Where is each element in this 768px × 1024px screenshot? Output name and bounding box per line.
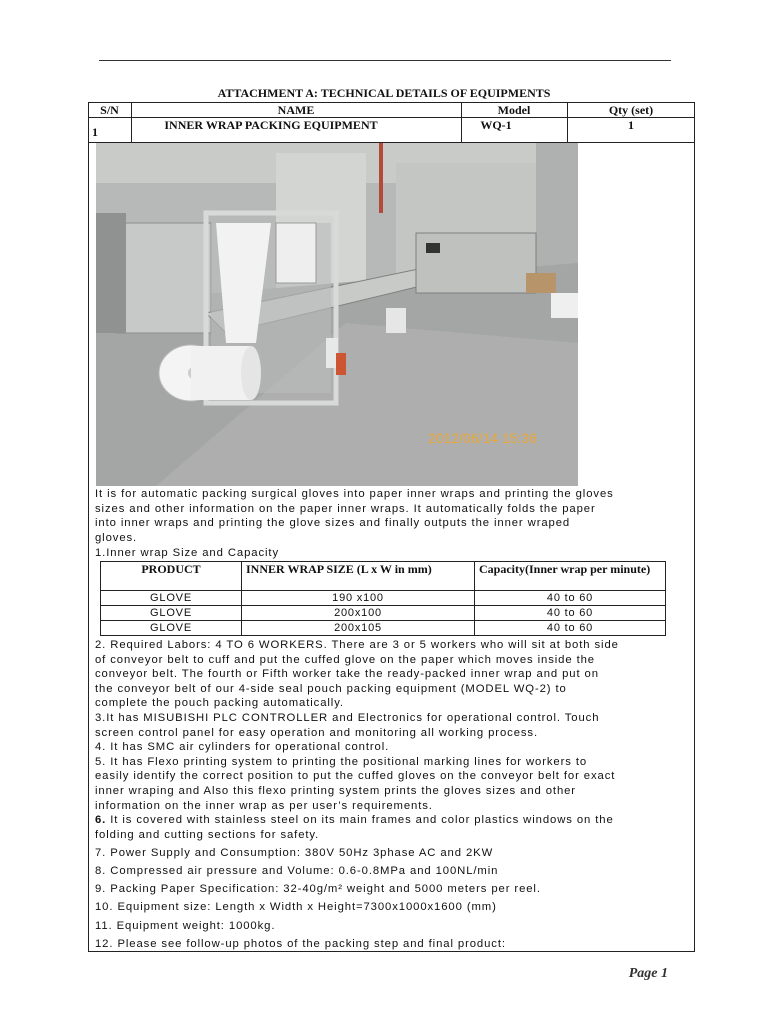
product-cell: GLOVE [101, 591, 242, 606]
intro-line: It is for automatic packing surgical gloves into paper inner wraps and printing the gloves [95, 488, 614, 500]
capacity-cell: 40 to 60 [475, 621, 666, 636]
section-2-line: conveyor belt. The fourth or Fifth worker take the ready-packed inner wrap and put on [95, 668, 599, 681]
size-cell: 200x100 [242, 606, 475, 621]
size-cell: 190 x100 [242, 591, 475, 606]
section-6-line [95, 813, 695, 828]
section-5-line: 5. It has Flexo printing system to printing the positional marking lines for workers to [95, 755, 588, 768]
section-5-line: easily identify the correct position to put the cuffed gloves on the conveyor belt for exact [95, 770, 616, 783]
equipment-table-header [88, 102, 695, 142]
section-5-line: information on the inner wrap as per user’s requirements. [95, 799, 433, 812]
section-6-text: It is covered with stainless steel on its main frames and color plastics windows on the [106, 814, 614, 827]
intro-line: sizes and other information on the paper inner wraps. It automatically folds the paper [95, 502, 596, 515]
section-6-line: folding and cutting sections for safety. [95, 828, 320, 841]
section-3-line: 3.It has MISUBISHI PLC CONTROLLER and Electronics for operational control. Touch [95, 711, 600, 724]
section-2-line: complete the pouch packing automatically. [95, 697, 344, 710]
section-2-line: of conveyor belt to cuff and put the cuffed glove on the paper which moves inside the [95, 653, 595, 666]
document-title: ATTACHMENT A: TECHNICAL DETAILS OF EQUIPMENTS [217, 86, 551, 100]
header-rule [99, 60, 671, 61]
section-9: 9. Packing Paper Specification: 32-40g/m² weight and 5000 meters per reel. [95, 883, 541, 895]
section-2-line: 2. Required Labors: 4 TO 6 WORKERS. There are 3 or 5 workers who will sit at both side [95, 639, 619, 651]
intro-paragraph [95, 487, 695, 545]
table-row [101, 621, 666, 636]
item-sn: 1 [92, 125, 98, 139]
name-header: NAME [277, 103, 315, 117]
section-4-line: 4. It has SMC air cylinders for operational control. [95, 741, 390, 754]
item-model: WQ-1 [480, 118, 512, 132]
size-cell: 200x105 [242, 621, 475, 636]
section-2 [95, 638, 695, 842]
section-8: 8. Compressed air pressure and Volume: 0.6-0.8MPa and 100NL/min [95, 865, 499, 877]
photo-timestamp: 2012/06/14 15:36 [428, 430, 537, 446]
equipment-photo [96, 143, 578, 486]
section-2-line: the conveyor belt of our 4-side seal pouch packing equipment (MODEL WQ-2) to [95, 682, 567, 695]
capacity-cell: 40 to 60 [475, 591, 666, 606]
wrap-size-header: INNER WRAP SIZE (L x W in mm) [242, 562, 475, 591]
intro-line: into inner wraps and printing the glove sizes and finally outputs the inner wraped [95, 517, 571, 530]
section-12: 12. Please see follow-up photos of the packing step and final product: [95, 938, 506, 950]
section-6-number: 6. [95, 814, 107, 827]
capacity-table [100, 561, 666, 636]
section-3-line: screen control panel for easy operation and monitoring all working process. [95, 726, 539, 739]
capacity-header-row [101, 562, 666, 591]
product-cell: GLOVE [101, 606, 242, 621]
section-7: 7. Power Supply and Consumption: 380V 50Hz 3phase AC and 2KW [95, 847, 494, 859]
section-1-title: 1.Inner wrap Size and Capacity [95, 547, 279, 559]
capacity-header: Capacity(Inner wrap per minute) [475, 562, 666, 591]
capacity-cell: 40 to 60 [475, 606, 666, 621]
item-qty: 1 [628, 118, 634, 132]
section-10: 10. Equipment size: Length x Width x Height=7300x1000x1600 (mm) [95, 901, 497, 913]
sn-header: S/N [100, 103, 119, 117]
product-header: PRODUCT [101, 562, 242, 591]
qty-header: Qty (set) [608, 103, 654, 117]
table-row [101, 591, 666, 606]
section-11: 11. Equipment weight: 1000kg. [95, 920, 276, 932]
model-header: Model [497, 103, 531, 117]
item-name: INNER WRAP PACKING EQUIPMENT [164, 118, 378, 132]
table-row [101, 606, 666, 621]
section-5-line: inner wraping and Also this flexo printing system prints the gloves sizes and other [95, 784, 576, 797]
page-number: Page 1 [628, 966, 668, 981]
intro-line: gloves. [95, 531, 138, 544]
product-cell: GLOVE [101, 621, 242, 636]
